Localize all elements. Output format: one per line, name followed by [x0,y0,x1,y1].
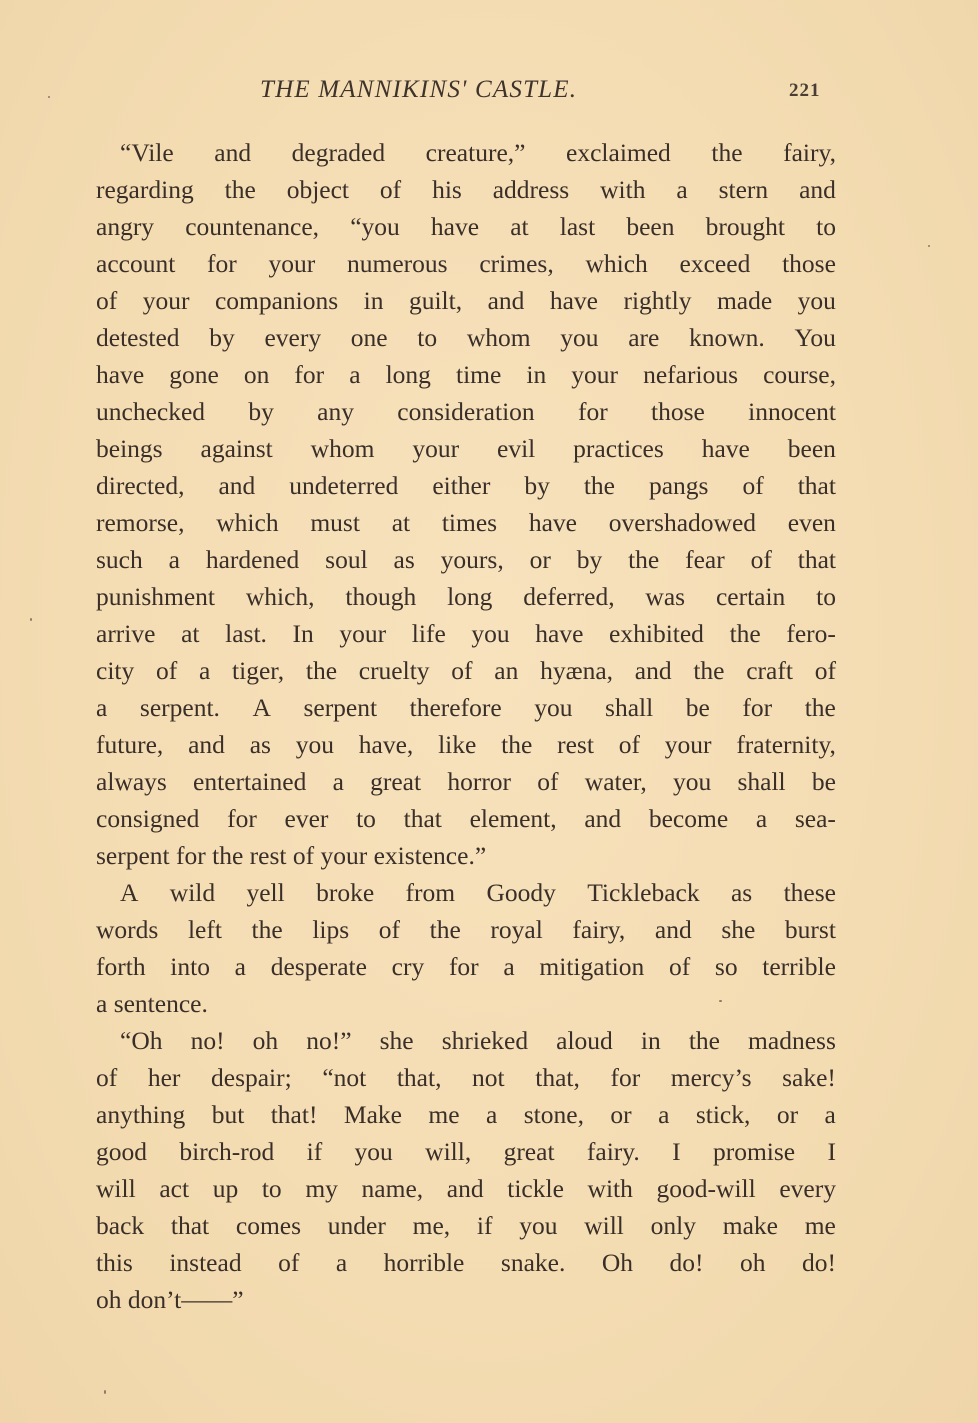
text-line: back that comes under me, if you will only make me [96,1211,836,1240]
text-line: serpent for the rest of your existence.” [96,841,487,870]
page-header [0,74,978,114]
text-line: regarding the object of his address with a stern and [96,175,836,204]
text-line: always entertained a great horror of water, you shall be [96,767,836,796]
text-line: of her despair; “not that, not that, for mercy’s sake! [96,1063,836,1092]
text-line: unchecked by any consideration for those innocent [96,397,836,426]
text-line: A wild yell broke from Goody Tickleback as these [120,878,836,907]
paper-speck [30,618,32,621]
text-line: consigned for ever to that element, and become a sea- [96,804,836,833]
paper-speck [928,245,930,247]
text-line: oh don’t——” [96,1285,244,1314]
text-line: of your companions in guilt, and have rightly made you [96,286,836,315]
text-line: have gone on for a long time in your nefarious course, [96,360,836,389]
paragraph-2 [96,874,836,1022]
text-line: remorse, which must at times have overshadowed even [96,508,836,537]
text-line: arrive at last. In your life you have exhibited the fero- [96,619,836,648]
text-line: words left the lips of the royal fairy, and she burst [96,915,836,944]
text-line: detested by every one to whom you are known. You [96,323,836,352]
paper-speck [48,96,50,98]
paper-speck [719,1000,722,1002]
text-line: “Vile and degraded creature,” exclaimed the fairy, [120,138,836,167]
text-line: will act up to my name, and tickle with good-will every [96,1174,836,1203]
text-line: directed, and undeterred either by the pangs of that [96,471,836,500]
text-line: city of a tiger, the cruelty of an hyæna, and the craft of [96,656,836,685]
page-number: 221 [789,80,821,101]
text-line: beings against whom your evil practices have been [96,434,836,463]
text-line: forth into a desperate cry for a mitigation of so terrible [96,952,836,981]
body-text [96,134,836,1318]
text-line: “Oh no! oh no!” she shrieked aloud in the madness [120,1026,836,1055]
text-line: such a hardened soul as yours, or by the fear of that [96,545,836,574]
paper-speck [104,1390,106,1394]
paragraph-1 [96,134,836,874]
paragraph-3 [96,1022,836,1318]
text-line: account for your numerous crimes, which exceed those [96,249,836,278]
text-line: this instead of a horrible snake. Oh do! oh do! [96,1248,836,1277]
text-line: anything but that! Make me a stone, or a stick, or a [96,1100,836,1129]
text-line: a serpent. A serpent therefore you shall be for the [96,693,836,722]
text-line: future, and as you have, like the rest of your fraternity, [96,730,836,759]
text-line: good birch-rod if you will, great fairy. I promise I [96,1137,836,1166]
text-line: punishment which, though long deferred, was certain to [96,582,836,611]
running-title: THE MANNIKINS' CASTLE. [260,76,578,103]
text-line: a sentence. [96,989,208,1018]
text-line: angry countenance, “you have at last been brought to [96,212,836,241]
